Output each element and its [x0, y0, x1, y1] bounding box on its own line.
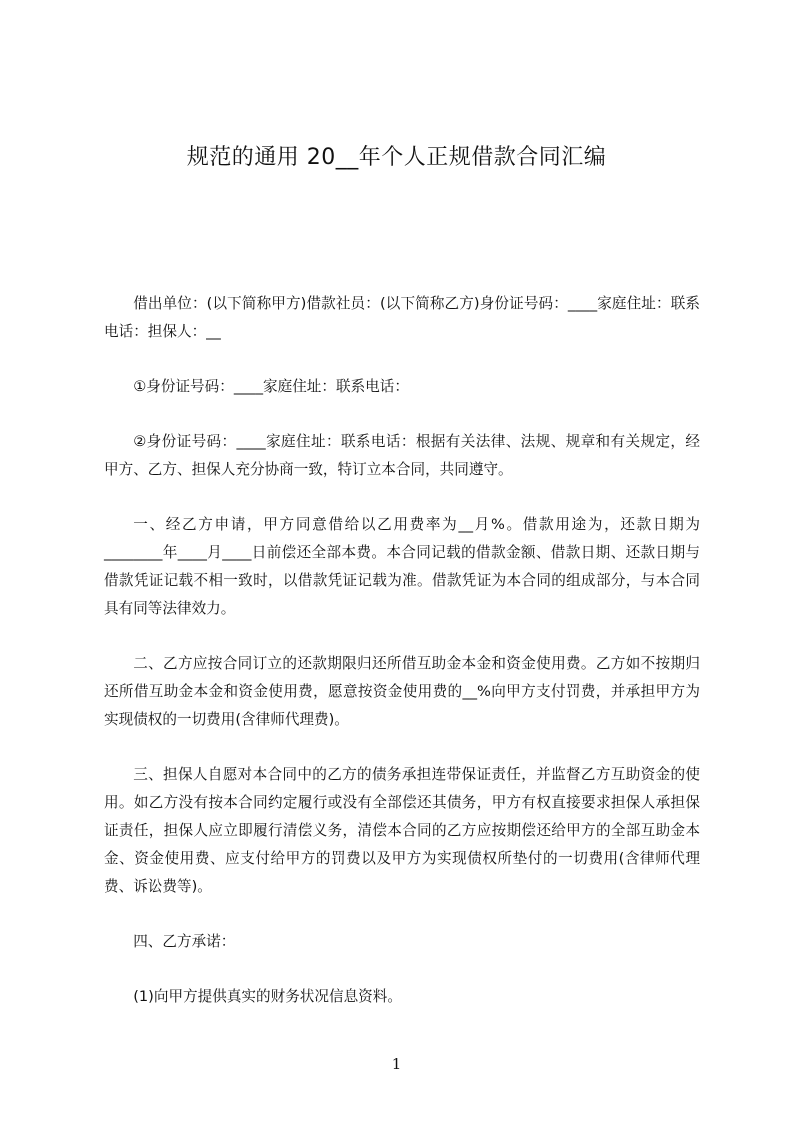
document-body [104, 290, 700, 1038]
paragraph-clause-2: 二、乙方应按合同订立的还款期限归还所借互助金本金和资金使用费。乙方如不按期归还所借互助金本金和资金使用费，愿意按资金使用费的__%向甲方支付罚费，并承担甲方为实现债权的一切费用(含律师代理费)。 [104, 655, 700, 728]
paragraph-guarantor-1: ①身份证号码：____家庭住址：联系电话： [133, 378, 409, 395]
paragraph-guarantor-2: ②身份证号码：____家庭住址：联系电话：根据有关法律、法规、规章和有关规定，经甲方、乙方、担保人充分协商一致，特订立本合同，共同遵守。 [104, 433, 700, 478]
document-title: 规范的通用 20__年个人正规借款合同汇编 [186, 145, 607, 170]
paragraph-clause-4-item-1: (1)向甲方提供真实的财务状况信息资料。 [133, 988, 402, 1005]
page-number: 1 [391, 1055, 402, 1073]
paragraph-parties: 借出单位：(以下简称甲方)借款社员：(以下简称乙方)身份证号码：____家庭住址：联系电话：担保人：__ [104, 295, 700, 340]
paragraph-clause-1: 一、经乙方申请，甲方同意借给以乙用费率为__月%。借款用途为，还款日期为________年____月____日前偿还全部本费。本合同记载的借款金额、借款日期、还款日期与借款凭证记载不相一致时，以借款凭证记载为准。借款凭证为本合同的组成部分，与本合同具有同等法律效力。 [104, 516, 700, 617]
paragraph-clause-4-heading: 四、乙方承诺： [133, 933, 236, 950]
paragraph-clause-3: 三、担保人自愿对本合同中的乙方的债务承担连带保证责任，并监督乙方互助资金的使用。如乙方没有按本合同约定履行或没有全部偿还其债务，甲方有权直接要求担保人承担保证责任，担保人应立即履行清偿义务，清偿本合同的乙方应按期偿还给甲方的全部互助金本金、资金使用费、应支付给甲方的罚费以及甲方为实现债权所垫付的一切费用(含律师代理费、诉讼费等)。 [104, 766, 700, 895]
